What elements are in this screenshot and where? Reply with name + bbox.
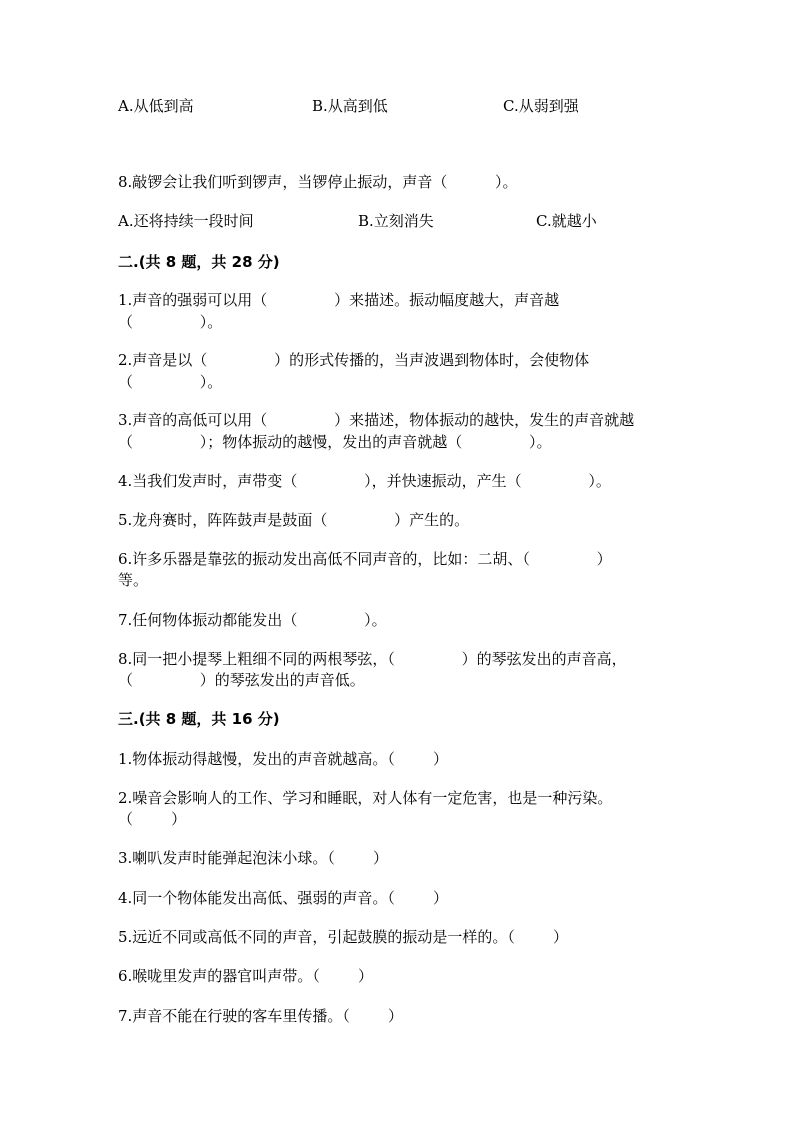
q7-option-a: A.从低到高 <box>118 97 194 115</box>
q7-option-b: B.从高到低 <box>312 97 388 115</box>
s2-q7-line1: 7.任何物体振动都能发出（ ）。 <box>118 611 387 629</box>
s3-q1-line1: 1.物体振动得越慢，发出的声音就越高。（ ） <box>118 750 448 768</box>
q7-option-c: C.从弱到强 <box>503 97 579 115</box>
s2-q5-line1: 5.龙舟赛时，阵阵鼓声是鼓面（ ）产生的。 <box>118 511 470 529</box>
section-3-heading: 三.(共 8 题，共 16 分) <box>118 710 280 728</box>
s2-q6-line1: 6.许多乐器是靠弦的振动发出高低不同声音的，比如：二胡、（ ） <box>118 550 612 568</box>
s3-q6-line1: 6.喉咙里发声的器官叫声带。（ ） <box>118 967 373 985</box>
s3-q4-line1: 4.同一个物体能发出高低、强弱的声音。（ ） <box>118 889 448 907</box>
section-2-heading: 二.(共 8 题，共 28 分) <box>118 253 280 271</box>
s2-q2-line1: 2.声音是以（ ）的形式传播的，当声波遇到物体时，会使物体 <box>118 351 590 369</box>
s2-q1-line2: （ ）。 <box>118 313 223 331</box>
q8-stem: 8.敲锣会让我们听到锣声，当锣停止振动，声音（ ）。 <box>118 173 518 191</box>
s3-q5-line1: 5.远近不同或高低不同的声音，引起鼓膜的振动是一样的。（ ） <box>118 928 568 946</box>
s2-q8-line1: 8.同一把小提琴上粗细不同的两根琴弦，（ ）的琴弦发出的声音高， <box>118 650 627 668</box>
s3-q7-line1: 7.声音不能在行驶的客车里传播。（ ） <box>118 1007 403 1025</box>
q8-option-c: C.就越小 <box>536 212 597 230</box>
s3-q2-line1: 2.噪音会影响人的工作、学习和睡眠，对人体有一定危害，也是一种污染。 <box>118 789 613 807</box>
s3-q3-line1: 3.喇叭发声时能弹起泡沫小球。（ ） <box>118 849 388 867</box>
s2-q6-line2: 等。 <box>118 571 149 589</box>
s2-q2-line2: （ ）。 <box>118 373 223 391</box>
q8-option-b: B.立刻消失 <box>358 212 434 230</box>
s3-q2-line2: （ ） <box>118 810 187 828</box>
s2-q3-line2: （ ）；物体振动的越慢，发出的声音就越（ ）。 <box>118 433 552 451</box>
s2-q3-line1: 3.声音的高低可以用（ ）来描述，物体振动的越快，发生的声音就越 <box>118 411 635 429</box>
s2-q1-line1: 1.声音的强弱可以用（ ）来描述。振动幅度越大，声音越 <box>118 291 560 309</box>
s2-q4-line1: 4.当我们发声时，声带变（ ），并快速振动，产生（ ）。 <box>118 472 611 490</box>
q8-option-a: A.还将持续一段时间 <box>118 212 254 230</box>
s2-q8-line2: （ ）的琴弦发出的声音低。 <box>118 671 365 689</box>
